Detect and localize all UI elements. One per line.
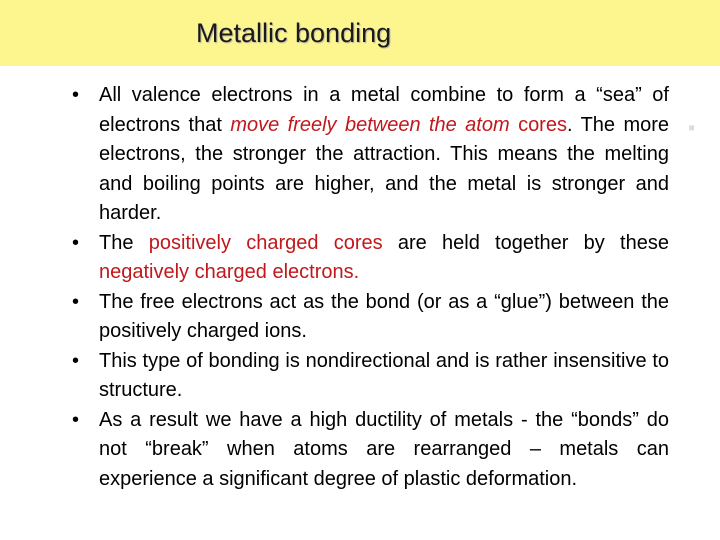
highlight-text: move freely between the atom <box>230 113 510 136</box>
bullet-dot-icon: • <box>72 84 80 106</box>
highlight-text: negatively charged electrons. <box>99 261 360 283</box>
title-band <box>0 0 720 66</box>
bullet-dot-icon: • <box>72 408 80 431</box>
bullet-dot-icon: • <box>72 231 80 254</box>
bullet-text: The <box>99 231 149 254</box>
bullet-text: As a result we have a high ductility of metals - the “bonds” do not “break” when atoms are rearranged – metals can experience a significant degree of plastic deformation. <box>99 408 669 490</box>
bullet-text: All valence electrons in a metal combine to form a “sea” of electrons that <box>99 84 669 136</box>
highlight-text: cores <box>518 113 567 136</box>
bullet-text <box>510 114 518 136</box>
bullet-item-sea-of-electrons <box>0 81 669 229</box>
bullet-item-nondirectional <box>0 347 669 406</box>
bullet-text: . The more electrons, the stronger the attraction. This means the melting and boiling points are higher, and the metal is stronger and harder. <box>99 113 670 224</box>
bullet-dot-icon: • <box>72 290 80 313</box>
bullet-text: are held together by these <box>382 231 669 254</box>
bullet-item-ductility <box>0 406 669 495</box>
slide-title: Metallic bonding <box>196 18 392 48</box>
bullet-dot-icon: • <box>72 349 80 372</box>
bullet-text: The free electrons act as the bond (or as a “glue”) between the positively charged ions. <box>99 290 669 342</box>
highlight-text: positively charged cores <box>148 231 383 254</box>
bullet-item-free-electrons <box>0 288 669 347</box>
corner-marker-icon: ▪ <box>688 117 696 139</box>
bullet-text: This type of bonding is nondirectional and is rather insensitive to structure. <box>99 349 669 401</box>
bullet-list <box>0 81 720 494</box>
bullet-item-charged-cores <box>0 229 669 288</box>
